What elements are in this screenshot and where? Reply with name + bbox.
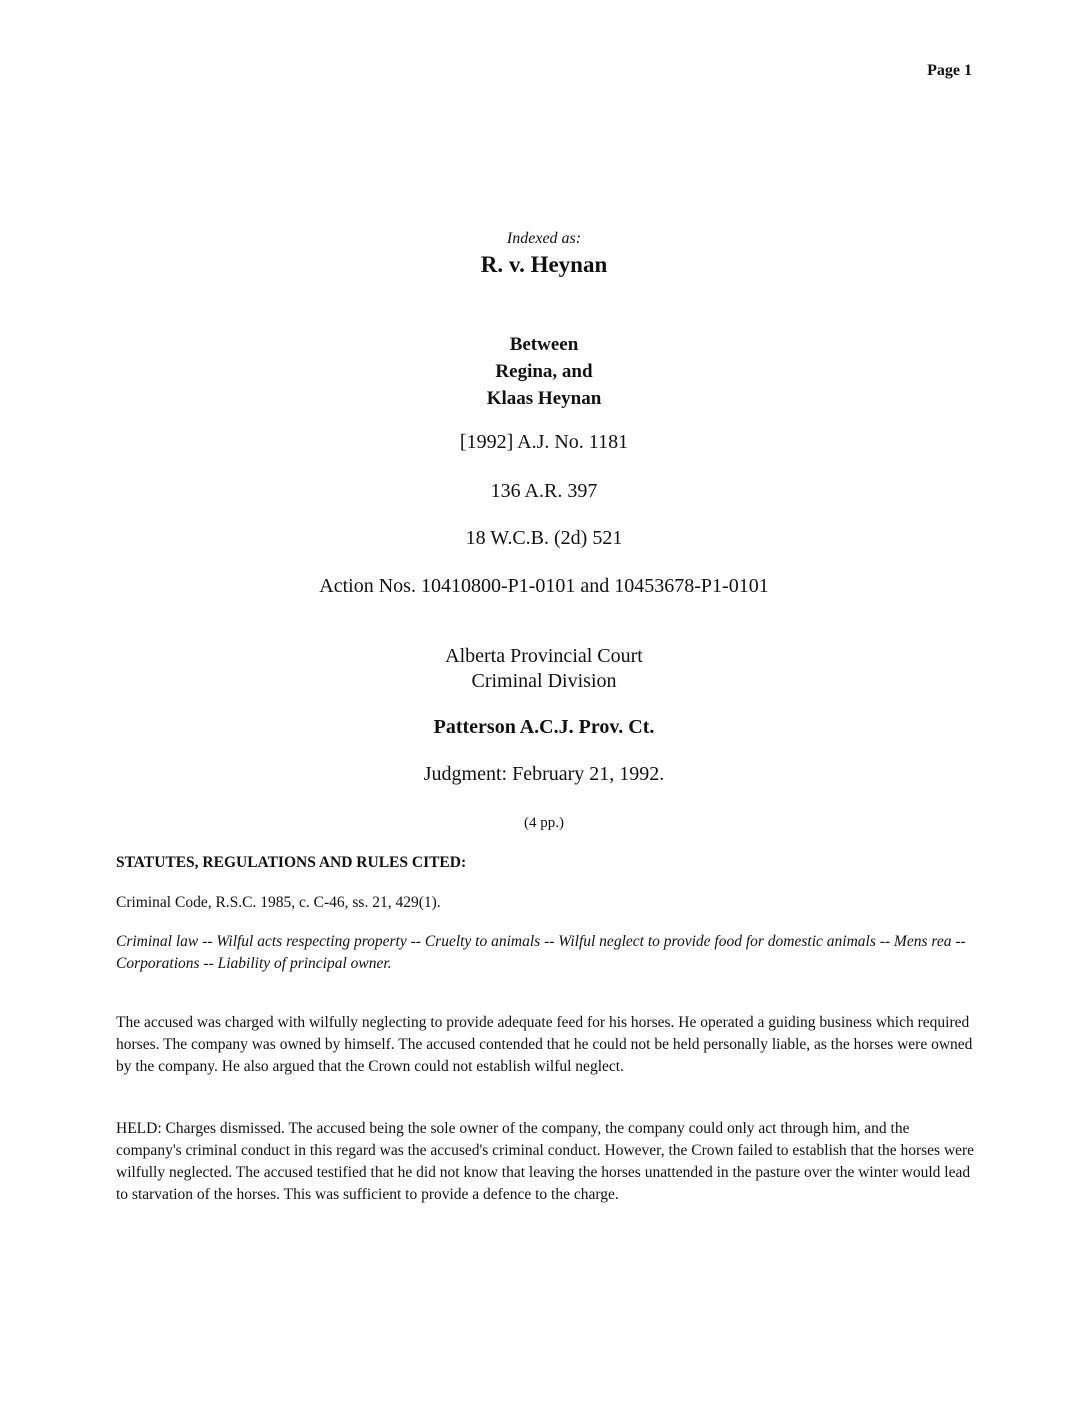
case-summary (116, 1012, 976, 1078)
statute-citation: Criminal Code, R.S.C. 1985, c. C-46, ss. 21, 429(1). (116, 894, 441, 911)
court-name: Alberta Provincial Court (445, 645, 643, 667)
citation-aj: [1992] A.J. No. 1181 (459, 431, 629, 453)
page-count: (4 pp.) (524, 815, 564, 831)
summary-text: The accused was charged with wilfully neglecting to provide adequate feed for his horses. He operated a guiding business which required horses. The company was owned by himself. The accused contended that he could not be held personally liable, as the horses were owned by the company. He also argued that the Crown could not establish wilful neglect. (116, 1014, 973, 1075)
held-text: HELD: Charges dismissed. The accused being the sole owner of the company, the company could only act through him, and the company's criminal conduct in this regard was the accused's criminal conduct. However, the Crown failed to establish that the horses were wilfully neglected. The accused testified that he did not know that leaving the horses unattended in the pasture over the winter would lead to starvation of the horses. This was sufficient to provide a defence to the charge. (116, 1120, 975, 1203)
indexed-as-label: Indexed as: (506, 230, 582, 247)
page-number: Page 1 (927, 62, 972, 79)
parties-crown: Regina, and (495, 361, 593, 382)
catchwords (116, 931, 976, 975)
statutes-heading: STATUTES, REGULATIONS AND RULES CITED: (116, 854, 467, 871)
court-division: Criminal Division (471, 670, 617, 692)
parties-between: Between (509, 334, 579, 355)
action-numbers: Action Nos. 10410800-P1-0101 and 10453678-P1-0101 (319, 575, 769, 597)
case-title: R. v. Heynan (480, 252, 608, 277)
citation-wcb: 18 W.C.B. (2d) 521 (465, 527, 623, 549)
judgment-date: Judgment: February 21, 1992. (423, 763, 665, 785)
court-block (0, 644, 1088, 694)
parties-block (0, 331, 1088, 412)
parties-accused: Klaas Heynan (486, 388, 602, 409)
citation-ar: 136 A.R. 397 (490, 480, 598, 502)
holding (116, 1118, 976, 1206)
catchwords-text: Criminal law -- Wilful acts respecting property -- Cruelty to animals -- Wilful neglect to provide food for domestic animals -- Mens rea -- Corporations -- Liability of principal owner. (116, 933, 966, 972)
judge-name: Patterson A.C.J. Prov. Ct. (433, 716, 655, 738)
